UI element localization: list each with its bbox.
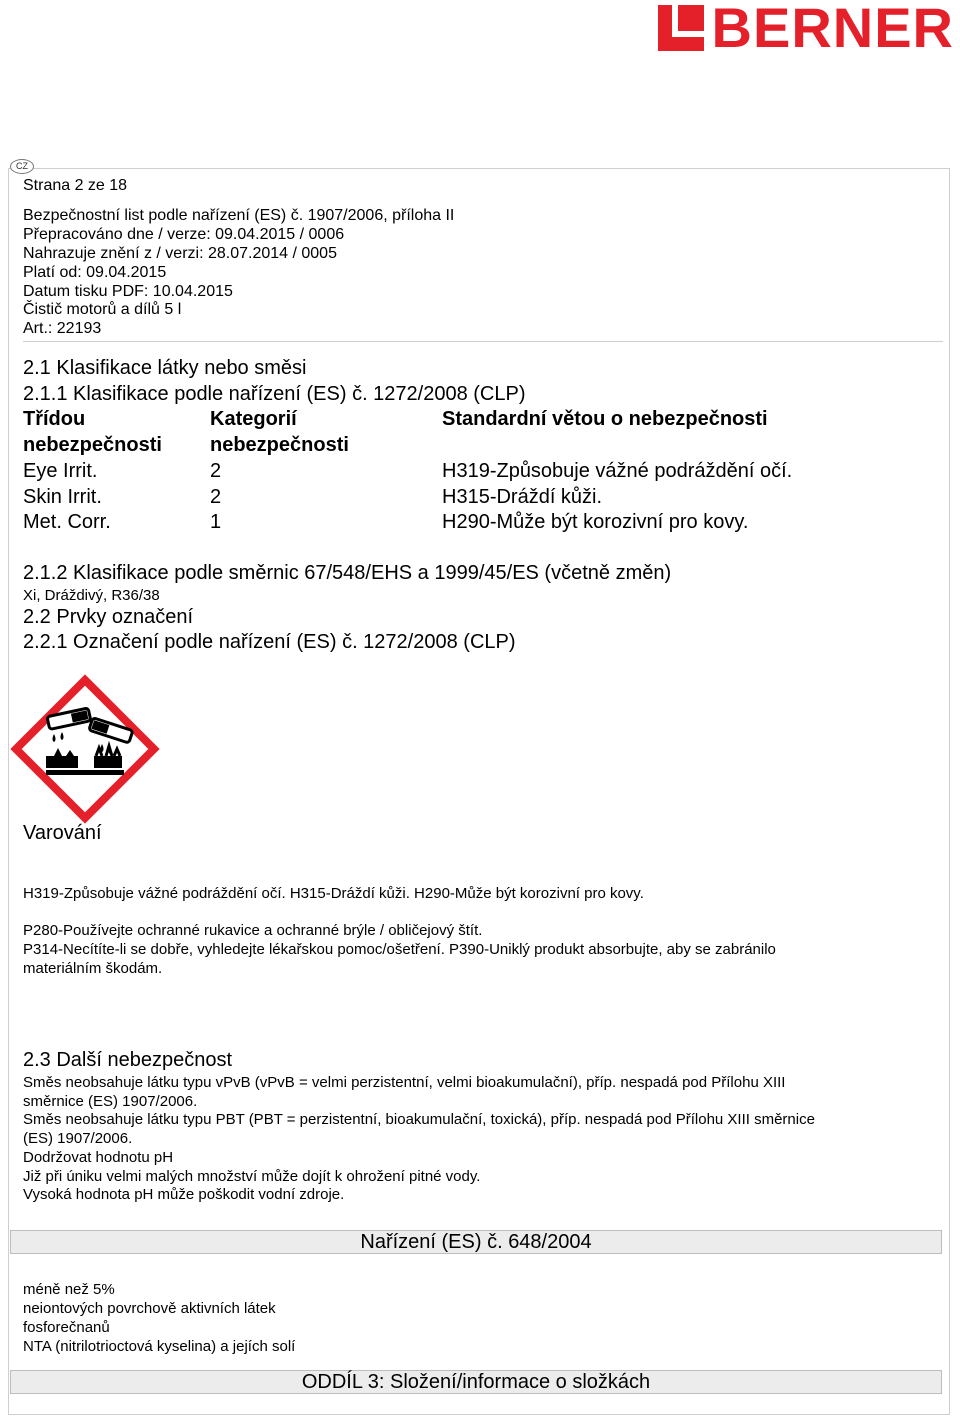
table-cell: Skin Irrit. — [23, 486, 102, 508]
country-badge: CZ — [10, 159, 34, 174]
berner-logo-mark-icon — [658, 5, 704, 51]
section-2-3-line: Směs neobsahuje látku typu vPvB (vPvB = velmi perzistentní, velmi bioakumulační), příp. nespadá pod Přílohu XIII — [23, 1074, 786, 1091]
section-2-2-title: 2.2 Prvky označení — [23, 606, 194, 628]
table-cell: 2 — [210, 486, 222, 508]
table-cell: H319-Způsobuje vážné podráždění očí. — [442, 460, 793, 482]
hazard-statements: H319-Způsobuje vážné podráždění očí. H315-Dráždí kůži. H290-Může být korozivní pro kovy. — [23, 885, 644, 902]
section-2-1-2-title: 2.1.2 Klasifikace podle směrnic 67/548/EHS a 1999/45/ES (včetně změn) — [23, 562, 672, 584]
table-cell: H290-Může být korozivní pro kovy. — [442, 511, 749, 533]
section-2-3-line: (ES) 1907/2006. — [23, 1130, 133, 1147]
section-2-3-title: 2.3 Další nebezpečnost — [23, 1049, 233, 1071]
section-2-1-1-title: 2.1.1 Klasifikace podle nařízení (ES) č. 1272/2008 (CLP) — [23, 383, 526, 405]
header-line: Platí od: 09.04.2015 — [23, 264, 167, 281]
section-2-3-line: Vysoká hodnota pH může poškodit vodní zdroje. — [23, 1186, 345, 1203]
header-line: Nahrazuje znění z / verzi: 28.07.2014 / 0005 — [23, 245, 337, 262]
signal-word: Varování — [23, 822, 102, 844]
regulation-line: neiontových povrchově aktivních látek — [23, 1300, 276, 1317]
table-header-class: nebezpečnosti — [23, 434, 162, 456]
regulation-line: méně než 5% — [23, 1281, 115, 1298]
header-line: Přepracováno dne / verze: 09.04.2015 / 0006 — [23, 226, 345, 243]
table-cell: Met. Corr. — [23, 511, 111, 533]
precautionary-line: P280-Používejte ochranné rukavice a ochranné brýle / obličejový štít. — [23, 922, 483, 939]
table-header-category: nebezpečnosti — [210, 434, 349, 456]
section-3-bar: ODDÍL 3: Složení/informace o složkách — [10, 1370, 942, 1394]
precautionary-line: materiálním škodám. — [23, 960, 163, 977]
section-2-1-2-text: Xi, Dráždivý, R36/38 — [23, 587, 160, 604]
header-line: Datum tisku PDF: 10.04.2015 — [23, 283, 233, 300]
table-header-class: Třídou — [23, 408, 86, 430]
header-line: Bezpečnostní list podle nařízení (ES) č. 1907/2006, příloha II — [23, 207, 455, 224]
table-cell: 1 — [210, 511, 222, 533]
table-cell: Eye Irrit. — [23, 460, 98, 482]
regulation-line: fosforečnanů — [23, 1319, 110, 1336]
header-line: Čistič motorů a dílů 5 l — [23, 301, 182, 318]
precautionary-line: P314-Necítíte-li se dobře, vyhledejte lékařskou pomoc/ošetření. P390-Uniklý produkt absorbujte, aby se zabránilo — [23, 941, 776, 958]
section-2-3-line: Již při úniku velmi malých množství může dojít k ohrožení pitné vody. — [23, 1168, 481, 1185]
divider — [23, 341, 943, 342]
berner-logo-text: BERNER — [711, 0, 954, 59]
section-2-3-line: Směs neobsahuje látku typu PBT (PBT = perzistentní, bioakumulační, toxická), příp. nespadá pod Přílohu XIII směrnice — [23, 1111, 815, 1128]
page-number: Strana 2 ze 18 — [23, 177, 128, 194]
table-header-statement: Standardní větou o nebezpečnosti — [442, 408, 768, 430]
header-line: Art.: 22193 — [23, 320, 102, 337]
section-2-2-1-title: 2.2.1 Označení podle nařízení (ES) č. 1272/2008 (CLP) — [23, 631, 516, 653]
berner-logo — [658, 0, 954, 59]
regulation-bar: Nařízení (ES) č. 648/2004 — [10, 1230, 942, 1254]
table-cell: H315-Dráždí kůži. — [442, 486, 603, 508]
corrosion-ghs05-icon — [10, 674, 160, 824]
regulation-line: NTA (nitrilotrioctová kyselina) a jejích solí — [23, 1338, 296, 1355]
table-header-category: Kategorií — [210, 408, 297, 430]
section-2-1-title: 2.1 Klasifikace látky nebo směsi — [23, 357, 307, 379]
section-2-3-line: směrnice (ES) 1907/2006. — [23, 1093, 198, 1110]
table-cell: 2 — [210, 460, 222, 482]
section-2-3-line: Dodržovat hodnotu pH — [23, 1149, 174, 1166]
